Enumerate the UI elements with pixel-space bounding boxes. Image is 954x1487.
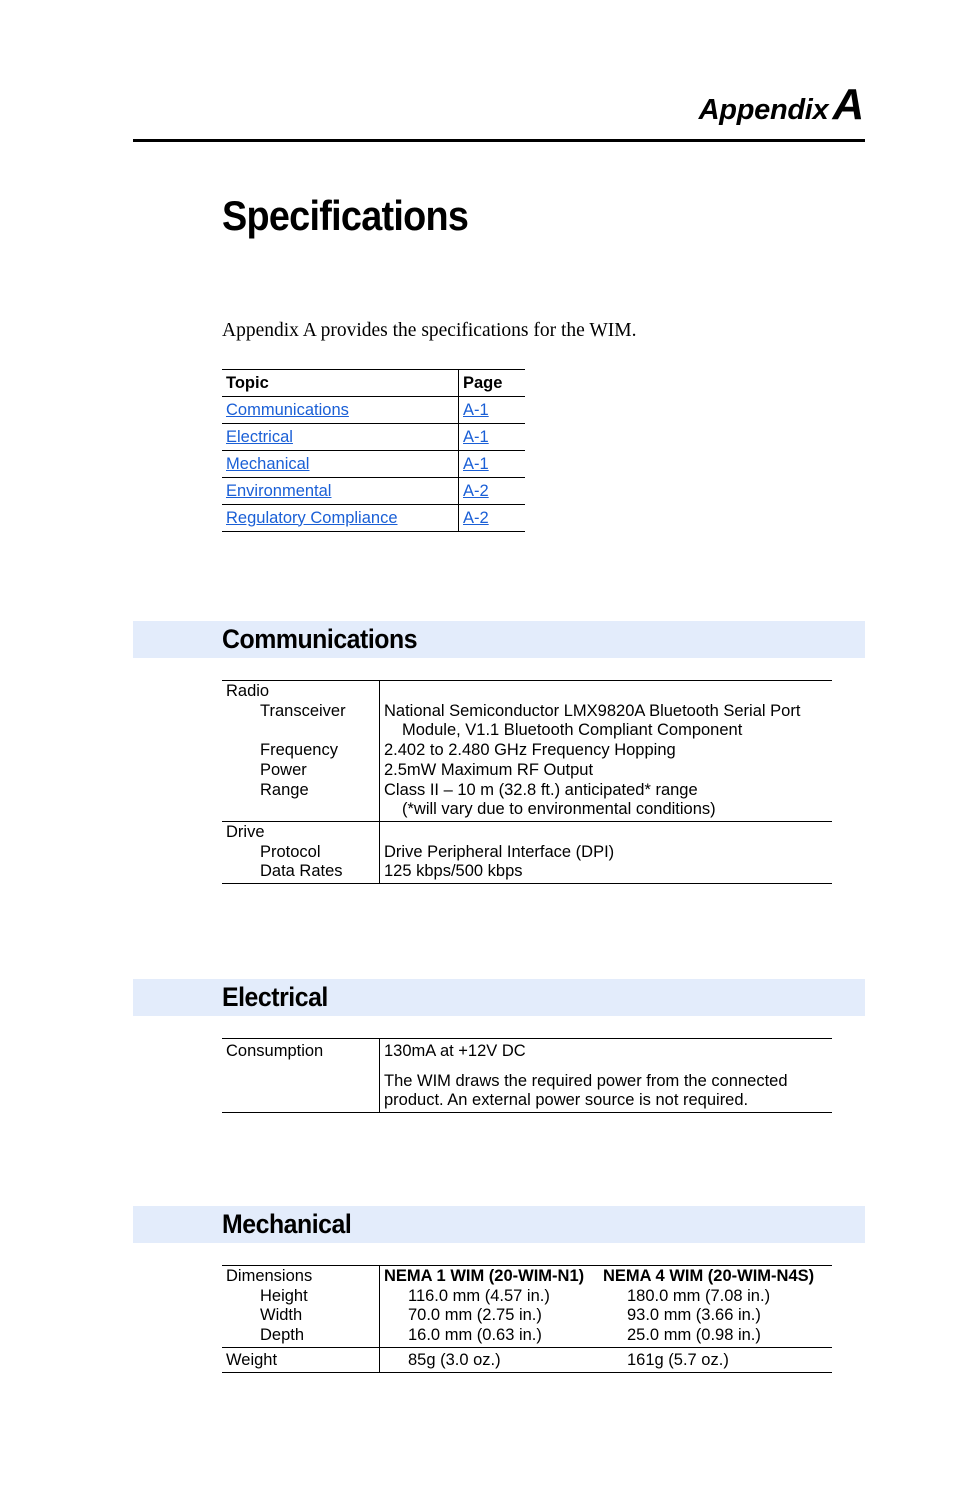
table-row (222, 424, 525, 451)
nema4-header: NEMA 4 WIM (20-WIM-N4S) (603, 1267, 815, 1285)
transceiver-value-cont: Module, V1.1 Bluetooth Compliant Component (402, 721, 743, 740)
height-label: Height (260, 1286, 308, 1305)
header-rule (133, 139, 865, 142)
communications-table (222, 680, 832, 884)
data-rates-value: 125 kbps/500 kbps (384, 862, 523, 881)
width-nema4: 93.0 mm (3.66 in.) (627, 1306, 761, 1325)
drive-label: Drive (226, 822, 265, 841)
appendix-heading (699, 80, 864, 130)
table-row (222, 1039, 832, 1113)
range-note: (*will vary due to environmental conditions) (402, 800, 716, 819)
electrical-heading: Electrical (222, 982, 328, 1012)
page-link[interactable]: A-1 (463, 400, 489, 419)
depth-nema1: 16.0 mm (0.63 in.) (408, 1326, 542, 1345)
mechanical-section-band (133, 1206, 865, 1243)
depth-label: Depth (260, 1326, 305, 1345)
page-column-header: Page (459, 370, 526, 397)
transceiver-label: Transceiver (260, 701, 346, 720)
consumption-value: 130mA at +12V DC (384, 1042, 526, 1060)
table-row (222, 821, 832, 883)
range-value: Class II – 10 m (32.8 ft.) anticipated* range (384, 780, 698, 799)
topic-table-header (222, 370, 525, 397)
power-note: The WIM draws the required power from the connected (384, 1071, 788, 1090)
nema1-header: NEMA 1 WIM (20-WIM-N1) (384, 1267, 585, 1285)
mechanical-table (222, 1265, 832, 1373)
mechanical-heading: Mechanical (222, 1209, 352, 1239)
table-row (222, 478, 525, 505)
radio-label: Radio (226, 682, 270, 700)
topic-link[interactable]: Electrical (226, 427, 293, 446)
weight-nema4: 161g (5.7 oz.) (627, 1350, 729, 1369)
weight-nema1: 85g (3.0 oz.) (408, 1350, 501, 1369)
protocol-label: Protocol (260, 842, 321, 861)
page-link[interactable]: A-2 (463, 508, 489, 527)
topic-column-header: Topic (222, 370, 459, 397)
communications-heading: Communications (222, 624, 418, 654)
transceiver-value: National Semiconductor LMX9820A Bluetooth Serial Port (384, 701, 801, 720)
power-note-cont: product. An external power source is not required. (384, 1091, 749, 1110)
topic-link[interactable]: Environmental (226, 481, 332, 500)
data-rates-label: Data Rates (260, 862, 343, 881)
table-row (222, 1266, 832, 1348)
frequency-value: 2.402 to 2.480 GHz Frequency Hopping (384, 741, 676, 760)
table-row (222, 451, 525, 478)
appendix-word: Appendix (698, 94, 829, 126)
electrical-section-band (133, 979, 865, 1016)
page-link[interactable]: A-1 (463, 427, 489, 446)
consumption-label: Consumption (226, 1042, 324, 1060)
range-label: Range (260, 780, 309, 799)
width-label: Width (260, 1306, 303, 1325)
height-nema1: 116.0 mm (4.57 in.) (408, 1286, 550, 1305)
page-link[interactable]: A-2 (463, 481, 489, 500)
electrical-table (222, 1038, 832, 1113)
width-nema1: 70.0 mm (2.75 in.) (408, 1306, 542, 1325)
weight-label: Weight (226, 1350, 278, 1369)
depth-nema4: 25.0 mm (0.98 in.) (627, 1326, 761, 1345)
communications-section-band (133, 621, 865, 658)
topic-link[interactable]: Regulatory Compliance (226, 508, 398, 527)
intro-text: Appendix A provides the specifications for the WIM. (222, 320, 637, 341)
table-row (222, 505, 525, 532)
appendix-letter: A (832, 80, 864, 129)
power-value: 2.5mW Maximum RF Output (384, 760, 594, 779)
page-title: Specifications (222, 192, 469, 239)
height-nema4: 180.0 mm (7.08 in.) (627, 1286, 771, 1305)
frequency-label: Frequency (260, 741, 338, 760)
topic-link[interactable]: Communications (226, 400, 349, 419)
table-row (222, 1347, 832, 1372)
protocol-value: Drive Peripheral Interface (DPI) (384, 842, 615, 861)
topic-table (222, 369, 525, 532)
table-row (222, 397, 525, 424)
table-row (222, 681, 832, 822)
topic-link[interactable]: Mechanical (226, 454, 310, 473)
dimensions-label: Dimensions (226, 1267, 313, 1285)
page-link[interactable]: A-1 (463, 454, 489, 473)
power-label: Power (260, 760, 307, 779)
